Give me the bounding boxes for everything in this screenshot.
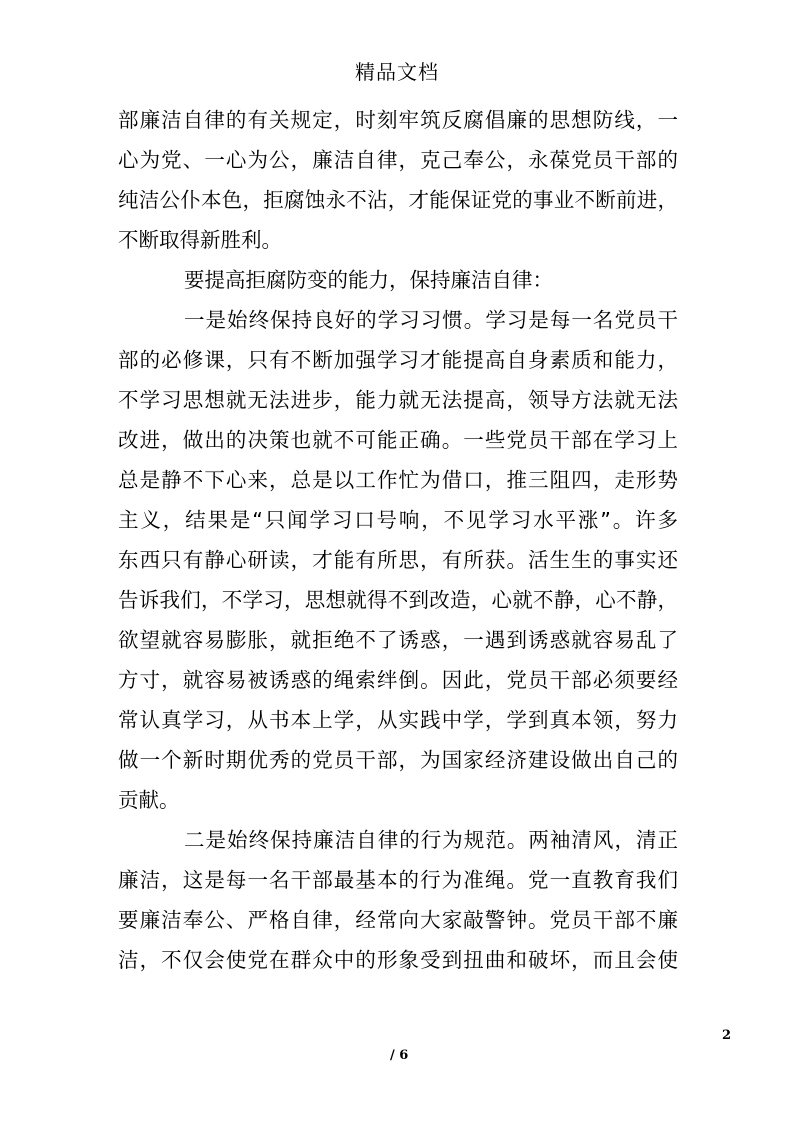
text-line: 常认真学习，从书本上学，从实践中学，学到真本领，努力	[118, 708, 678, 732]
text-line: 二是始终保持廉洁自律的行为规范。两袖清风，清正	[184, 828, 678, 852]
text-line: 总是静不下心来，总是以工作忙为借口，推三阻四，走形势	[118, 468, 678, 492]
text-line: 要廉洁奉公、严格自律，经常向大家敲警钟。党员干部不廉	[118, 908, 678, 932]
text-line: 东西只有静心研读，才能有所思，有所获。活生生的事实还	[118, 548, 678, 572]
text-line: 不学习思想就无法进步，能力就无法提高，领导方法就无法	[118, 388, 678, 412]
text-line: 纯洁公仆本色，拒腐蚀永不沾，才能保证党的事业不断前进，	[118, 188, 678, 212]
text-line: 部的必修课，只有不断加强学习才能提高自身素质和能力，	[118, 348, 678, 372]
text-line: 告诉我们，不学习，思想就得不到改造，心就不静，心不静，	[118, 588, 678, 612]
document-body	[118, 100, 678, 980]
page-number: 2	[722, 1028, 732, 1043]
text-line: 不断取得新胜利。	[118, 228, 282, 252]
text-line: 洁，不仅会使党在群众中的形象受到扭曲和破坏，而且会使	[118, 948, 678, 972]
text-line: 贡献。	[118, 788, 180, 812]
text-line: 要提高拒腐防变的能力，保持廉洁自律：	[184, 268, 553, 292]
text-line: 做一个新时期优秀的党员干部，为国家经济建设做出自己的	[118, 748, 678, 772]
text-line: 改进，做出的决策也就不可能正确。一些党员干部在学习上	[118, 428, 678, 452]
document-header: 精品文档	[355, 60, 439, 84]
text-line: 一是始终保持良好的学习习惯。学习是每一名党员干	[184, 308, 678, 332]
text-line: 廉洁，这是每一名干部最基本的行为准绳。党一直教育我们	[118, 868, 678, 892]
text-line: 欲望就容易膨胀，就拒绝不了诱惑，一遇到诱惑就容易乱了	[118, 628, 678, 652]
text-line: 方寸，就容易被诱惑的绳索绊倒。因此，党员干部必须要经	[118, 668, 678, 692]
page-total: / 6	[390, 1048, 409, 1063]
text-line: 心为党、一心为公，廉洁自律，克己奉公，永葆党员干部的	[118, 148, 678, 172]
text-line: 部廉洁自律的有关规定，时刻牢筑反腐倡廉的思想防线，一	[118, 108, 678, 132]
text-line: 主义，结果是“只闻学习口号响，不见学习水平涨”。许多	[118, 508, 678, 532]
